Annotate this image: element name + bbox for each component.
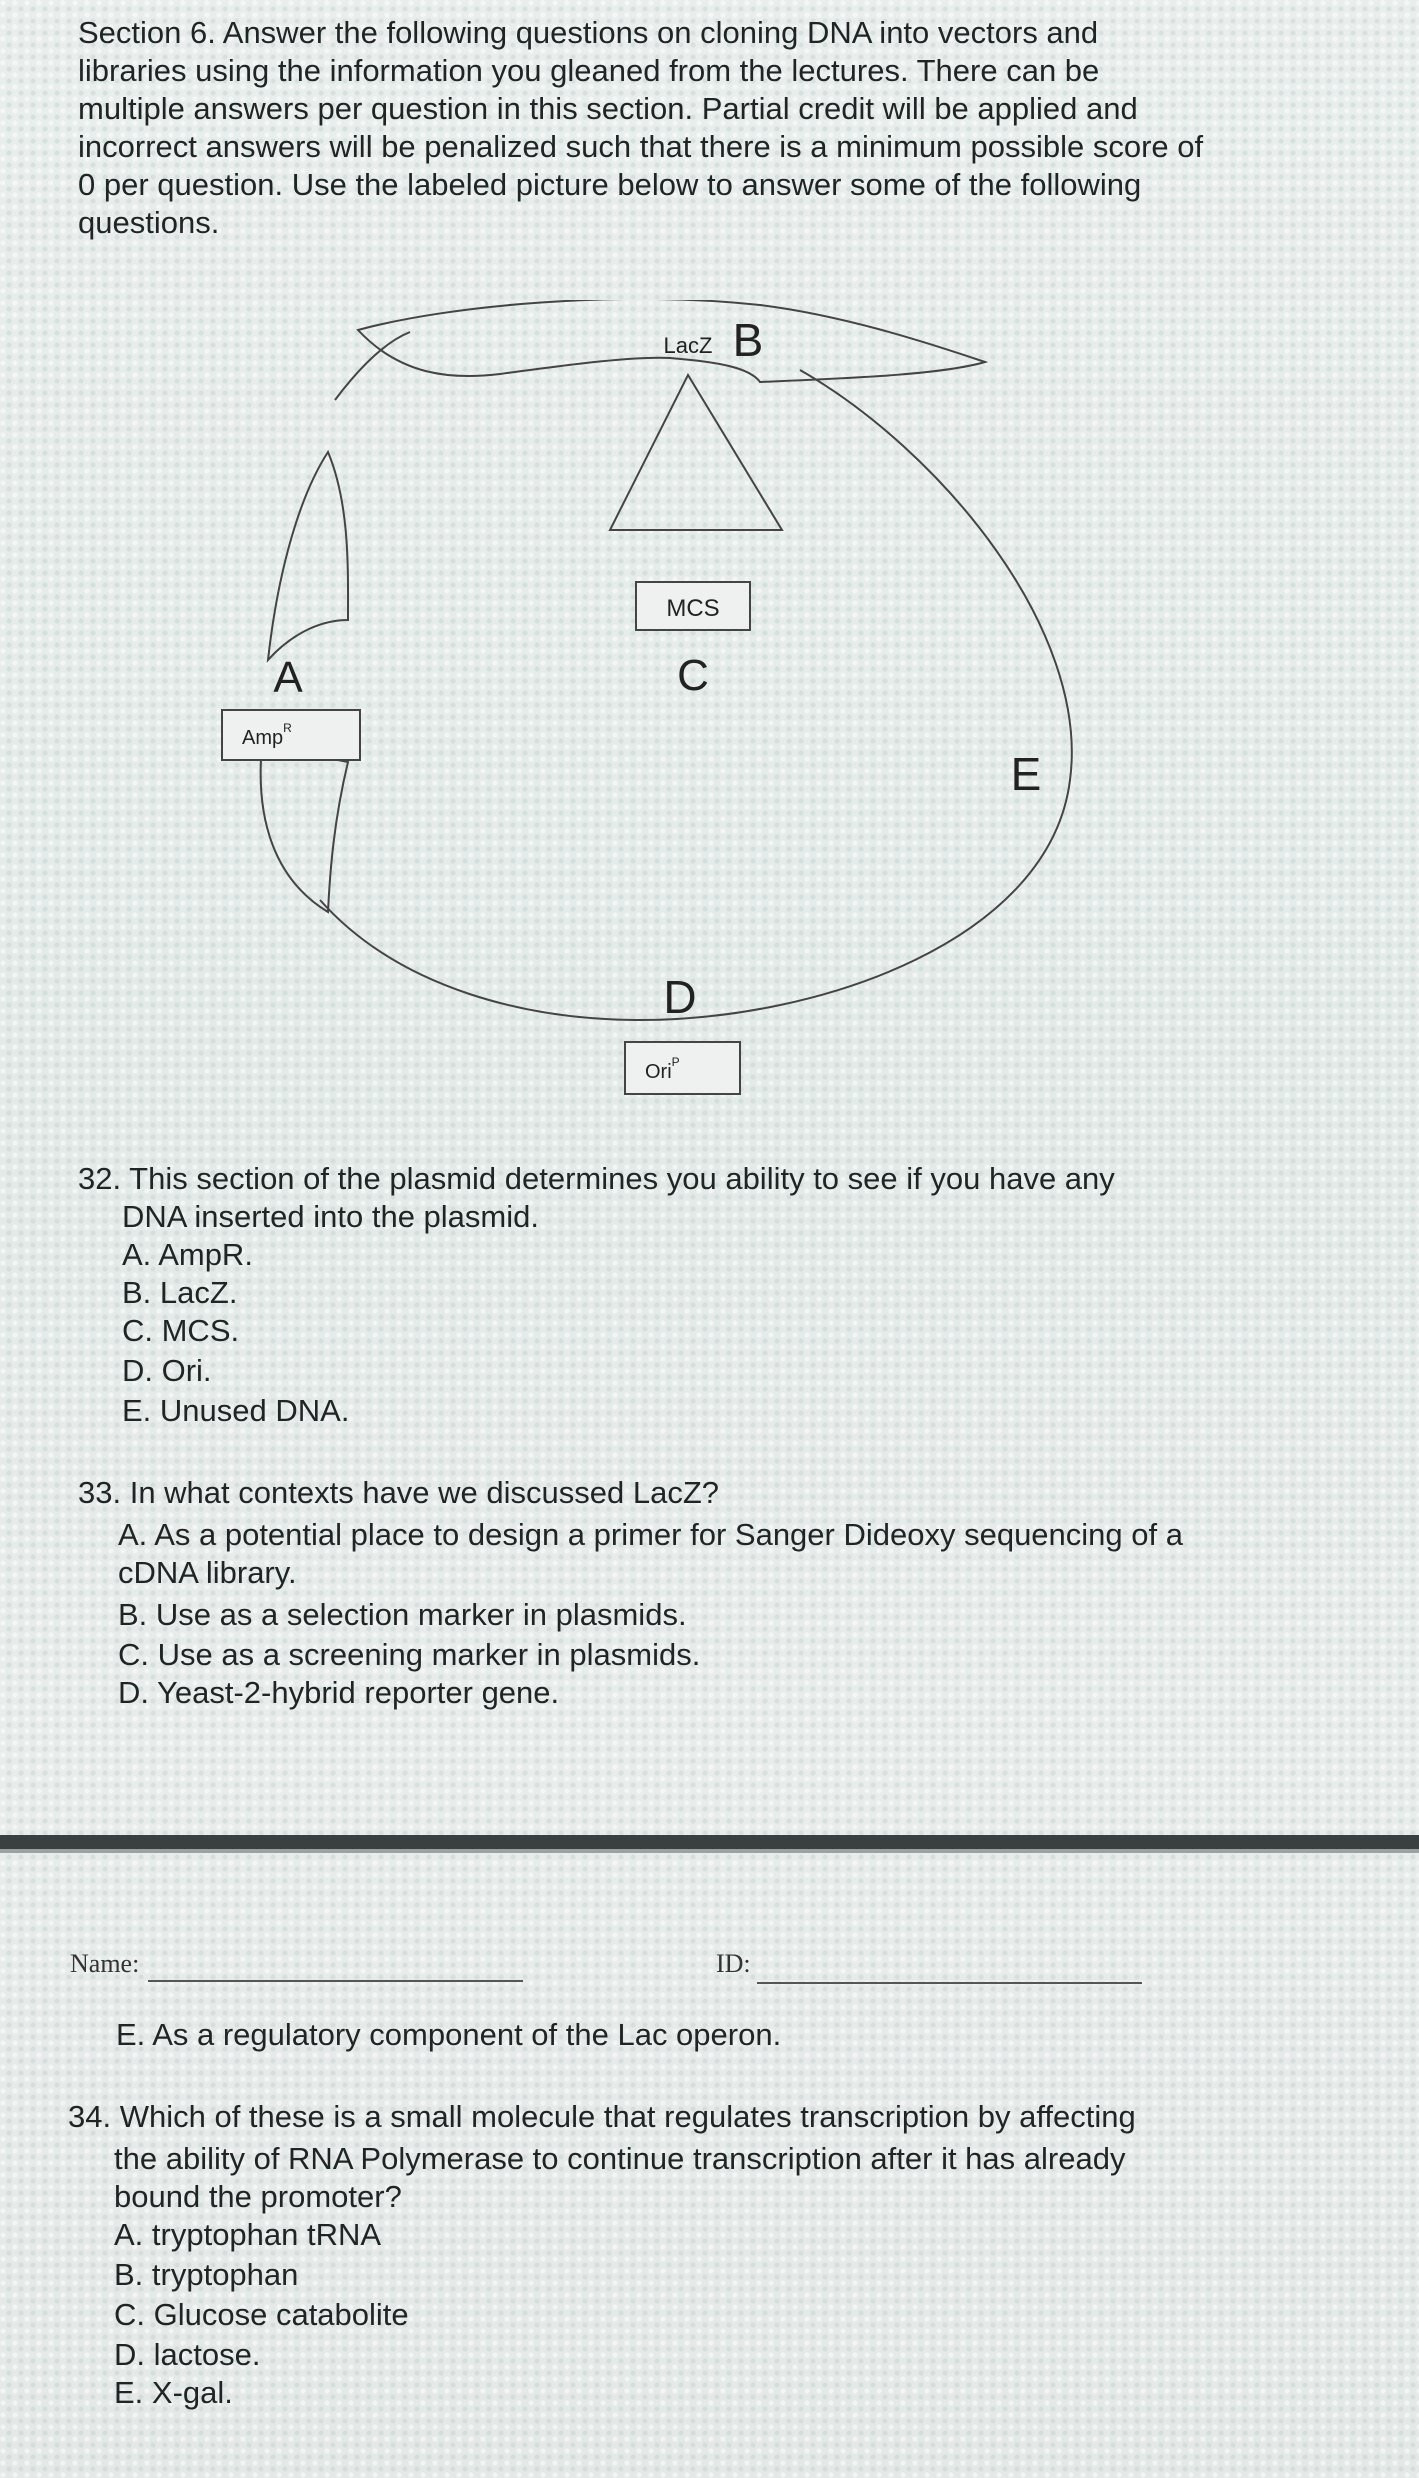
q33-option-b: B. Use as a selection marker in plasmids.	[118, 1597, 687, 1632]
q32-option-b: B. LacZ.	[122, 1275, 238, 1310]
q33-option-a: A. As a potential place to design a primer for Sanger Dideoxy sequencing of a	[118, 1517, 1183, 1552]
q33-option-c: C. Use as a screening marker in plasmids.	[118, 1637, 701, 1672]
q33-option-a-cont: cDNA library.	[118, 1555, 297, 1590]
insert-triangle	[610, 375, 782, 530]
q32-stem: 32. This section of the plasmid determines you ability to see if you have any	[78, 1161, 1115, 1196]
mcs-label: MCS	[666, 595, 720, 622]
letter-c: C	[677, 651, 709, 700]
q34-stem-cont: the ability of RNA Polymerase to continue transcription after it has already	[114, 2141, 1126, 2176]
plasmid-diagram	[200, 300, 1100, 1120]
page-divider-shadow	[0, 1849, 1419, 1853]
q32-stem-cont: DNA inserted into the plasmid.	[122, 1199, 539, 1234]
page-divider	[0, 1835, 1419, 1849]
q34-option-d: D. lactose.	[114, 2337, 261, 2372]
q34-option-c: C. Glucose catabolite	[114, 2297, 409, 2332]
letter-d: D	[663, 971, 697, 1023]
q32-option-a: A. AmpR.	[122, 1237, 253, 1272]
q34-stem-cont2: bound the promoter?	[114, 2179, 402, 2214]
amp-label-text: Amp	[242, 727, 284, 749]
q32-option-c: C. MCS.	[122, 1313, 240, 1348]
q34-option-a: A. tryptophan tRNA	[114, 2217, 382, 2252]
name-blank	[148, 1980, 523, 1982]
q32-option-d: D. Ori.	[122, 1353, 212, 1388]
letter-e: E	[1010, 748, 1042, 800]
instruction-line: questions.	[78, 205, 220, 240]
q33-option-d: D. Yeast-2-hybrid reporter gene.	[118, 1675, 560, 1710]
amp-label-sup: R	[283, 721, 292, 735]
instruction-line: 0 per question. Use the labeled picture below to answer some of the following	[78, 167, 1142, 202]
id-blank	[757, 1982, 1142, 1984]
id-label: ID:	[716, 1949, 751, 1978]
plasmid-arc-top-left	[335, 332, 410, 400]
lacz-label: LacZ	[663, 333, 713, 358]
q33-option-e: E. As a regulatory component of the Lac operon.	[116, 2017, 782, 2052]
ori-label-text: Ori	[645, 1061, 672, 1083]
ori-box	[625, 1042, 740, 1094]
q32-option-e: E. Unused DNA.	[122, 1393, 350, 1428]
instruction-line: incorrect answers will be penalized such that there is a minimum possible score of	[78, 129, 1204, 164]
instruction-line: Section 6. Answer the following questions on cloning DNA into vectors and	[78, 15, 1099, 50]
q34-option-e: E. X-gal.	[114, 2375, 233, 2410]
instruction-line: multiple answers per question in this section. Partial credit will be applied and	[78, 91, 1138, 126]
q33-stem: 33. In what contexts have we discussed LacZ?	[78, 1475, 720, 1510]
q34-option-b: B. tryptophan	[114, 2257, 299, 2292]
letter-a: A	[273, 653, 303, 702]
q34-stem: 34. Which of these is a small molecule that regulates transcription by affecting	[68, 2099, 1136, 2134]
letter-b: B	[732, 314, 764, 366]
ori-label-sup: P	[671, 1055, 680, 1069]
name-label: Name:	[70, 1949, 140, 1978]
section-instructions	[78, 14, 1388, 242]
instruction-line: libraries using the information you gleaned from the lectures. There can be	[78, 53, 1100, 88]
